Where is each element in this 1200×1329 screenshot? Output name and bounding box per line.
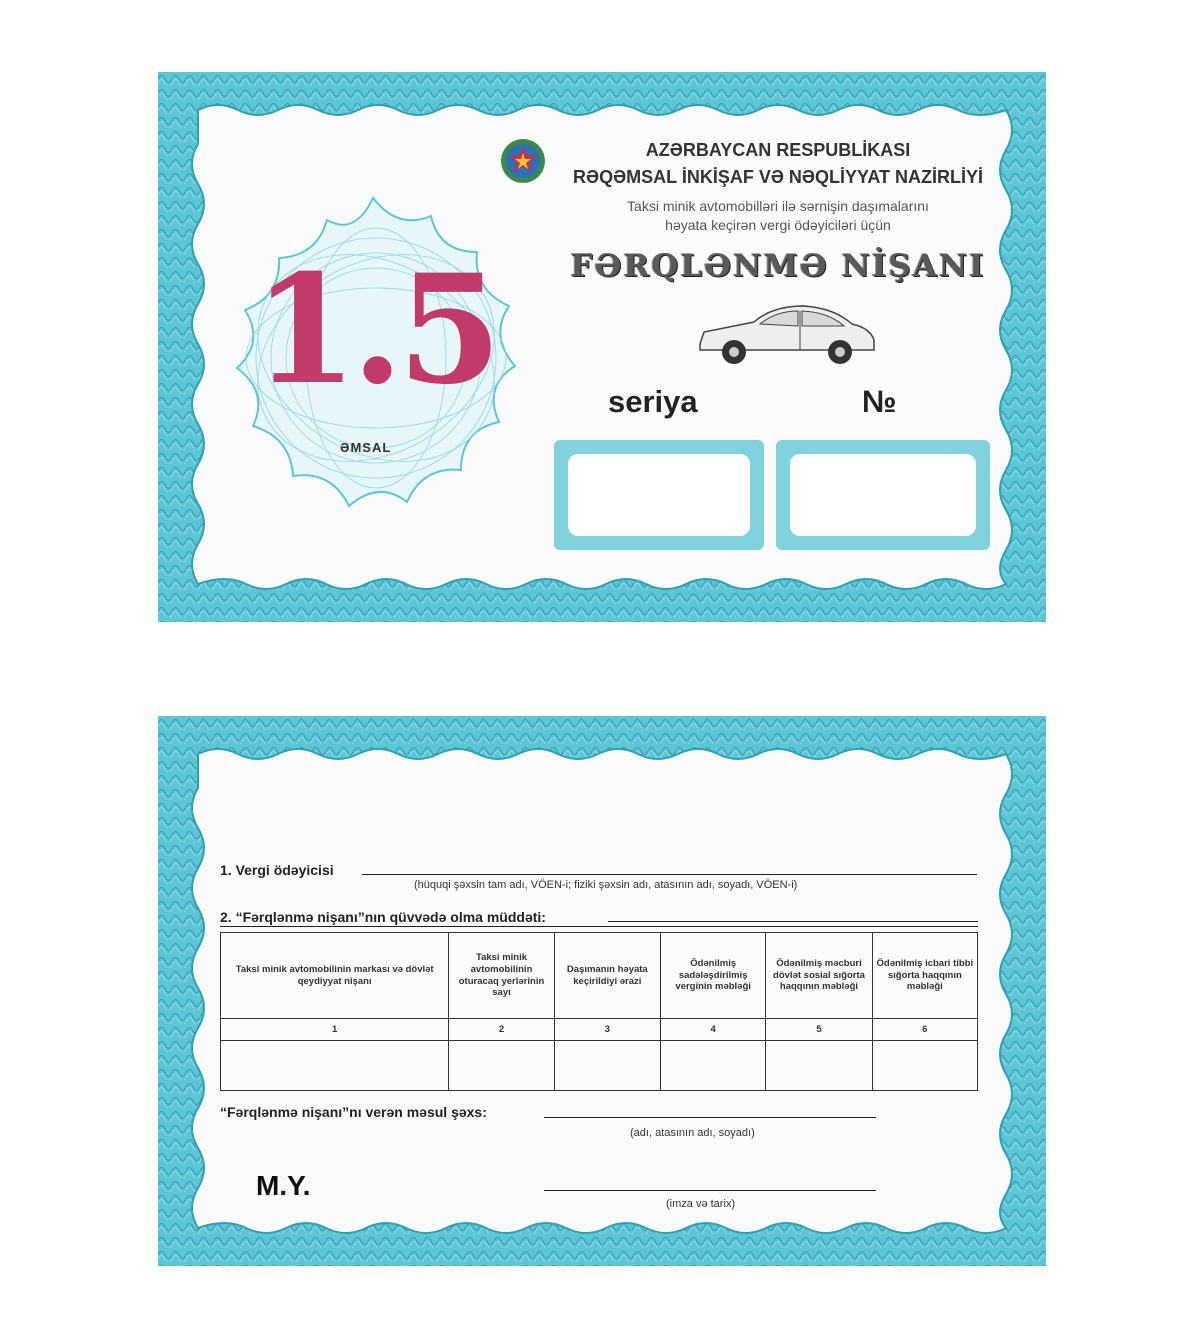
table-cell[interactable] — [766, 1041, 872, 1091]
table-row — [221, 1041, 978, 1091]
signature-hint: (imza və tarix) — [666, 1198, 736, 1210]
subtitle-line-1: Taksi minik avtomobilləri ilə sərnişin daşımalarını — [627, 198, 929, 214]
series-field[interactable] — [568, 454, 750, 536]
table-header-cell: Ödənilmiş məcburi dövlət sosial sığorta haqqının məbləği — [766, 933, 872, 1019]
column-number: 4 — [661, 1019, 766, 1041]
column-number: 5 — [766, 1019, 872, 1041]
table-cell[interactable] — [449, 1041, 554, 1091]
validity-label: 2. “Fərqlənmə nişanı”nın qüvvədə olma müddəti: — [220, 909, 546, 925]
subtitle-line-2: həyata keçirən vergi ödəyiciləri üçün — [665, 217, 891, 233]
table-header-cell: Ödənilmiş sadələşdirilmiş verginin məbləği — [661, 933, 766, 1019]
column-number: 6 — [872, 1019, 977, 1041]
payments-table — [220, 932, 978, 1091]
table-header-cell: Ödənilmiş icbari tibbi sığorta haqqının məbləği — [872, 933, 977, 1019]
table-top-rule — [220, 926, 978, 927]
number-label: № — [862, 384, 897, 419]
sedan-car-icon — [694, 300, 880, 370]
coefficient-label: ƏMSAL — [340, 440, 392, 455]
validity-line[interactable] — [608, 921, 978, 922]
column-number: 1 — [221, 1019, 449, 1041]
table-header-cell: Taksi minik avtomobilinin markası və dövlət qeydiyyat nişanı — [221, 933, 449, 1019]
column-number: 3 — [554, 1019, 660, 1041]
certificate-front — [158, 72, 1046, 622]
certificate-back — [158, 716, 1046, 1266]
table-header-cell: Daşımanın həyata keçirildiyi ərazi — [554, 933, 660, 1019]
responsible-label: “Fərqlənmə nişanı”nı verən məsul şəxs: — [220, 1104, 487, 1120]
column-number: 2 — [449, 1019, 554, 1041]
number-field[interactable] — [790, 454, 976, 536]
series-label: seriya — [608, 384, 698, 419]
table-header-row — [221, 933, 978, 1019]
number-box — [776, 440, 990, 550]
signature-line[interactable] — [544, 1190, 876, 1191]
document-title: FƏRQLƏNMƏ NİŞANI — [570, 248, 986, 284]
stamp-label: M.Y. — [256, 1170, 311, 1201]
taxpayer-label: 1. Vergi ödəyicisi — [220, 862, 334, 878]
republic-name: AZƏRBAYCAN RESPUBLİKASI — [645, 140, 911, 160]
table-number-row — [221, 1019, 978, 1041]
series-box — [554, 440, 764, 550]
responsible-line[interactable] — [544, 1117, 876, 1118]
table-cell[interactable] — [661, 1041, 766, 1091]
coefficient-value: 1.5 — [253, 242, 496, 418]
table-header-cell: Taksi minik avtomobilinin oturacaq yerlərinin sayı — [449, 933, 554, 1019]
table-cell[interactable] — [221, 1041, 449, 1091]
table-cell[interactable] — [872, 1041, 977, 1091]
taxpayer-line[interactable] — [362, 874, 977, 875]
responsible-hint: (adı, atasının adı, soyadı) — [630, 1127, 755, 1139]
table-cell[interactable] — [554, 1041, 660, 1091]
ministry-name: RƏQƏMSAL İNKİŞAF VƏ NƏQLİYYAT NAZİRLİYİ — [573, 167, 983, 187]
taxpayer-hint: (hüquqi şəxsin tam adı, VÖEN-i; fiziki şəxsin adı, atasının adı, soyadı, VÖEN-i) — [414, 879, 798, 891]
